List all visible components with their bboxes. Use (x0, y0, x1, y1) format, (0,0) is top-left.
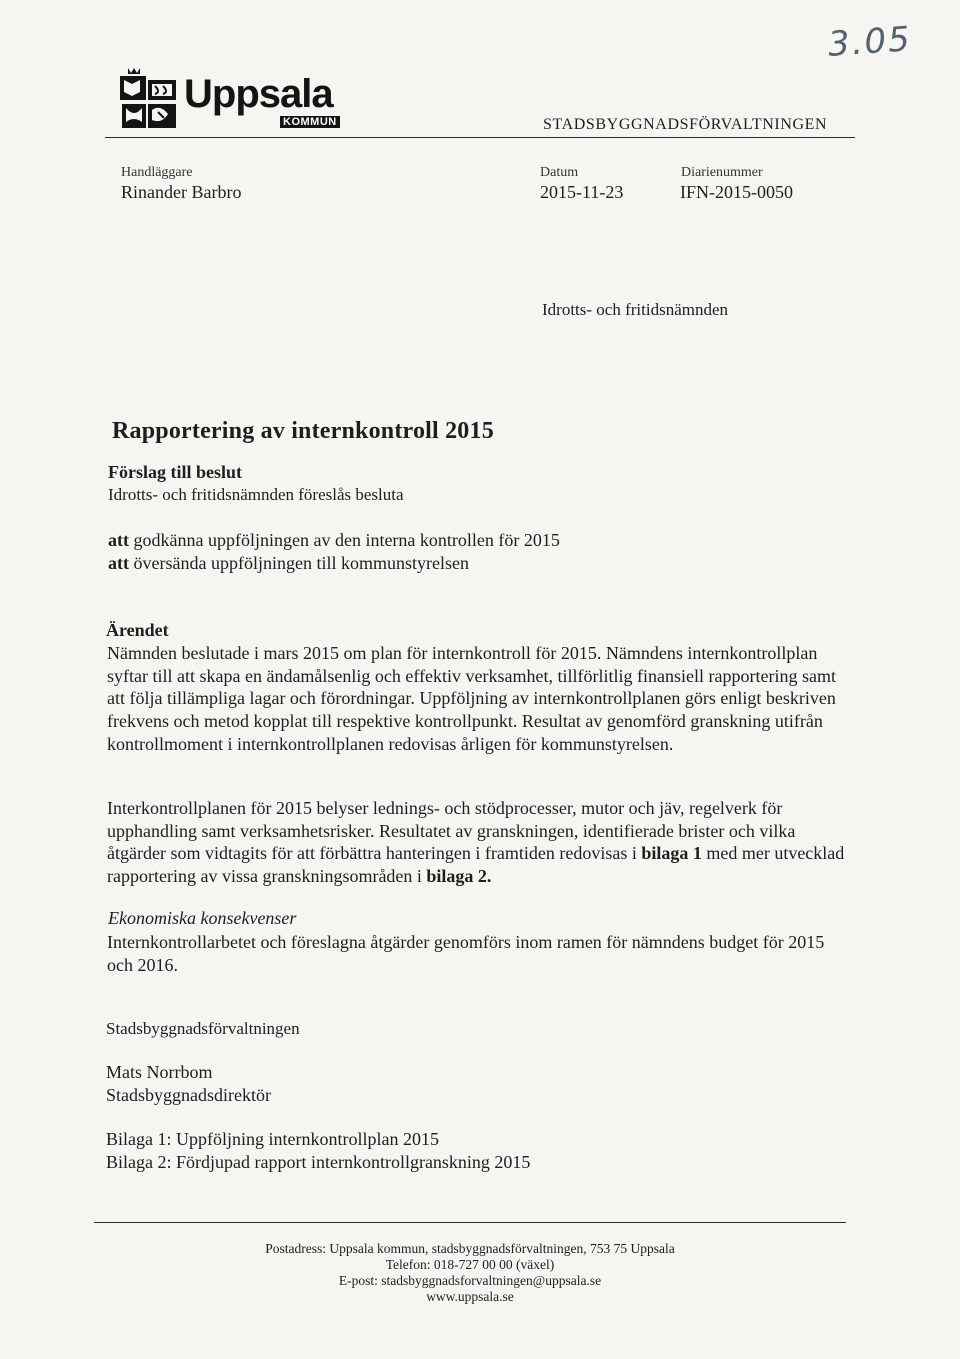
header-divider (105, 137, 855, 138)
date-label: Datum (540, 165, 579, 180)
case-paragraph-2-text: Interkontrollplanen för 2015 belyser lednings- och stödprocesser, mutor och jäv, regelverk för upphandling samt verksamhetsrisker. Resultatet av granskningen, identifierade brister och vilka åtgärder som vidtagits för att förbättra hanteringen i framtiden redovisas i (107, 798, 796, 864)
proposal-item (108, 530, 560, 551)
proposal-heading: Förslag till beslut (108, 462, 242, 482)
signature-name: Mats Norrbom (106, 1062, 213, 1082)
uppsala-kommun-logo (118, 66, 337, 136)
recipient: Idrotts- och fritidsnämnden (542, 300, 729, 319)
footer-website: www.uppsala.se (426, 1289, 514, 1304)
footer-email: E-post: stadsbyggnadsforvaltningen@uppsala.se (338, 1273, 602, 1288)
footer-divider (94, 1222, 846, 1223)
economy-heading: Ekonomiska konsekvenser (108, 908, 297, 928)
registration-label: Diarienummer (681, 165, 763, 180)
attachment-item: Bilaga 2: Fördjupad rapport internkontrollgranskning 2015 (106, 1152, 531, 1172)
case-paragraph-2-text: med mer utvecklad rapportering av vissa granskningsområden i (107, 843, 845, 887)
case-heading: Ärendet (106, 620, 169, 640)
handler-value: Rinander Barbro (121, 182, 242, 202)
case-paragraph-2 (107, 797, 847, 888)
proposal-item-text: översända uppföljningen till kommunstyrelsen (133, 553, 469, 573)
proposal-item-keyword: att (108, 553, 129, 573)
proposal-item-keyword: att (108, 530, 129, 550)
handwritten-annotation: 3.05 (826, 19, 913, 65)
attachment-reference: bilaga 1 (641, 843, 702, 864)
footer-phone: Telefon: 018-727 00 00 (växel) (385, 1257, 555, 1272)
date-value: 2015-11-23 (540, 182, 624, 202)
signature-department: Stadsbyggnadsförvaltningen (106, 1019, 300, 1038)
document-title: Rapportering av internkontroll 2015 (112, 418, 494, 444)
attachment-item: Bilaga 1: Uppföljning internkontrollplan 2015 (106, 1129, 439, 1149)
proposal-item-text: godkänna uppföljningen av den interna kontrollen för 2015 (133, 530, 560, 550)
case-paragraph-1: Nämnden beslutade i mars 2015 om plan för internkontroll för 2015. Nämndens internkontrollplan syftar till att skapa en ändamålsenlig och effektiv verksamhet, tillförlitlig finansiell rapportering samt att följa tillämpliga lagar och förordningar. Uppföljning av internkontrollplanen görs enligt beskriven frekvens och metod kopplat till respektive kontrollpunkt. Resultat av genomförd granskning utifrån kontrollmoment i internkontrollplanen redovisas årligen för kommunstyrelsen. (107, 643, 836, 754)
registration-value: IFN-2015-0050 (680, 182, 793, 202)
economy-text: Internkontrollarbetet och föreslagna åtgärder genomförs inom ramen för nämndens budget för 2015 och 2016. (107, 932, 825, 975)
proposal-item (108, 553, 469, 574)
crest-icon (118, 66, 182, 132)
logo-subtitle: KOMMUN (280, 116, 340, 128)
attachment-reference: bilaga 2. (426, 866, 492, 887)
signature-role: Stadsbyggnadsdirektör (106, 1085, 271, 1105)
proposal-intro: Idrotts- och fritidsnämnden föreslås besluta (108, 485, 404, 504)
footer-address: Postadress: Uppsala kommun, stadsbyggnadsförvaltningen, 753 75 Uppsala (265, 1241, 675, 1256)
organisation-name: STADSBYGGNADSFÖRVALTNINGEN (543, 116, 828, 133)
logo-wordmark: Uppsala (184, 72, 333, 116)
handler-label: Handläggare (121, 165, 193, 180)
